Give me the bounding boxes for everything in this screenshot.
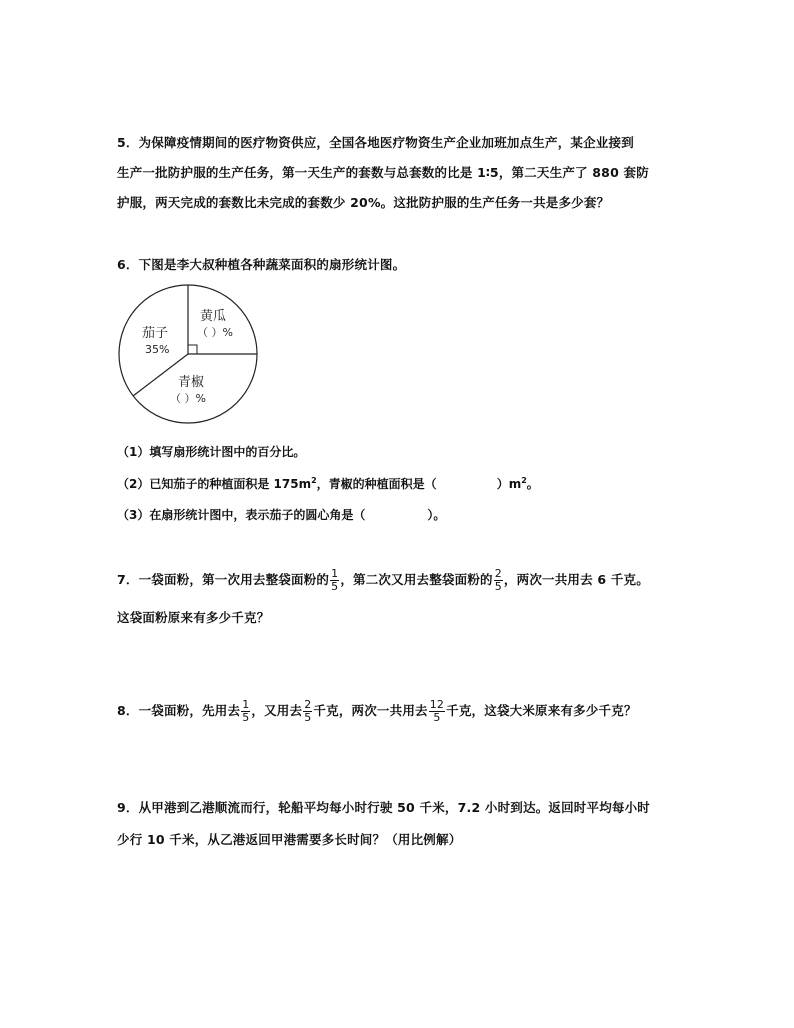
slice-label-pepper: 青椒: [178, 375, 205, 390]
q7-text-3: ，两次一共用去 6 千克。: [503, 572, 649, 587]
q6-sub-3-text-b: ）。: [427, 508, 446, 522]
q6-sub-1: （1）填写扇形统计图中的百分比。: [117, 445, 306, 459]
q7-fraction-1: [330, 568, 339, 593]
q6-sub-2-text-b: ，青椒的种植面积是（: [316, 477, 437, 491]
q6-sub-2-sup: 2: [311, 476, 317, 485]
q7-fraction-2: [494, 568, 503, 593]
q6-sub-2-text-c: ）m: [496, 477, 522, 491]
q8-fraction-2-numerator: 2: [304, 698, 312, 711]
q6-sub-2-text-d: 。: [526, 477, 539, 491]
q8-text-1: 8．一袋面粉，先用去: [117, 703, 241, 718]
q7-fraction-1-denominator: 5: [331, 580, 339, 593]
q8-fraction-3: [429, 699, 445, 724]
q6-title: 6．下图是李大叔种植各种蔬菜面积的扇形统计图。: [117, 257, 406, 272]
q8-line: [117, 699, 637, 724]
q7-fraction-2-numerator: 2: [494, 567, 502, 580]
slice-label-cucumber: 黄瓜: [200, 309, 227, 324]
q5-line-3: 护服，两天完成的套数比未完成的套数少 20%。这批防护服的生产任务一共是多少套？: [117, 195, 610, 210]
q8-fraction-2-denominator: 5: [304, 711, 312, 724]
q6-sub-2: [117, 475, 539, 492]
slice-label-eggplant: 茄子: [142, 326, 169, 341]
q6-sub-2-sup-2: 2: [521, 476, 527, 485]
q8-fraction-1-numerator: 1: [242, 698, 250, 711]
q8-text-4: 千克，这袋大米原来有多少千克？: [446, 703, 637, 718]
q8-fraction-2: [303, 699, 312, 724]
q7-text-2: ，第二次又用去整袋面粉的: [340, 572, 493, 587]
q8-text-3: 千克，两次一共用去: [313, 703, 428, 718]
q6-sub-3-text-a: （3）在扇形统计图中，表示茄子的圆心角是（: [117, 508, 366, 522]
q7-line-1: [117, 568, 649, 593]
q7-text-1: 7．一袋面粉，第一次用去整袋面粉的: [117, 572, 330, 587]
q8-fraction-1-denominator: 5: [242, 711, 250, 724]
q6-sub-2-text-a: （2）已知茄子的种植面积是 175m: [117, 477, 312, 491]
q8-fraction-1: [241, 699, 250, 724]
q6-sub-3: [117, 506, 445, 523]
q7-fraction-2-denominator: 5: [494, 580, 502, 593]
slice-value-eggplant: 35%: [145, 343, 170, 356]
q9-line-1: 9．从甲港到乙港顺流而行，轮船平均每小时行驶 50 千米，7.2 小时到达。返回时平均每小时: [117, 800, 650, 815]
q7-line-2: 这袋面粉原来有多少千克？: [117, 610, 270, 625]
slice-value-pepper: （ ）%: [170, 392, 206, 405]
slice-value-cucumber: （ ）%: [197, 326, 233, 339]
q8-fraction-3-numerator: 12: [429, 698, 445, 711]
q7-fraction-1-numerator: 1: [331, 567, 339, 580]
q8-text-2: ，又用去: [251, 703, 303, 718]
q9-line-2: 少行 10 千米，从乙港返回甲港需要多长时间？（用比例解）: [117, 832, 462, 847]
q8-fraction-3-denominator: 5: [433, 711, 441, 724]
q5-line-2: 生产一批防护服的生产任务，第一天生产的套数与总套数的比是 1∶5，第二天生产了 880 套防: [117, 165, 649, 180]
pie-chart: [118, 284, 262, 434]
q5-line-1: 5．为保障疫情期间的医疗物资供应，全国各地医疗物资生产企业加班加点生产，某企业接到: [117, 135, 634, 150]
